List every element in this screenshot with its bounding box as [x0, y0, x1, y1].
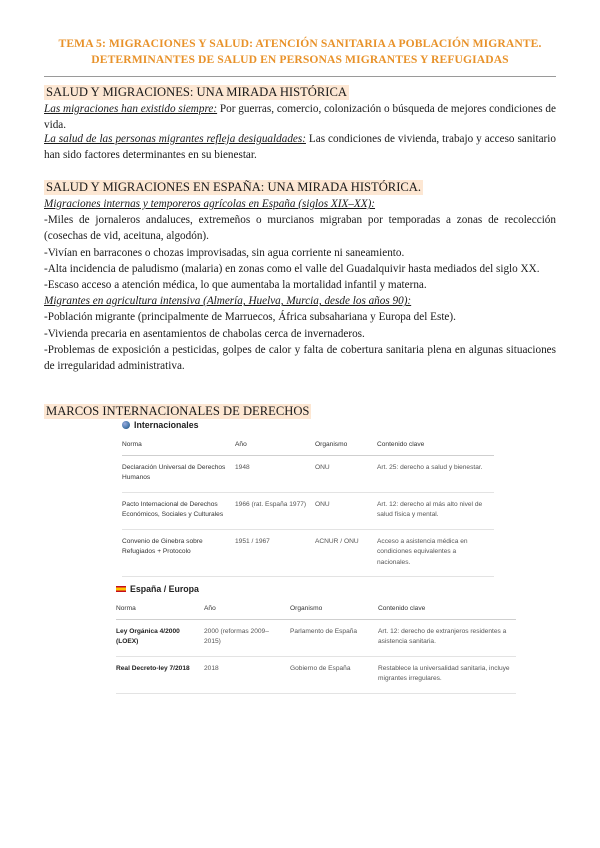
section1-paragraph-2 — [44, 131, 556, 163]
section2-bullet-5: -Población migrante (principalmente de Marruecos, África subsahariana y Europa del Este). — [44, 311, 456, 324]
table-cell: Gobierno de España — [290, 656, 378, 693]
table-header-row — [122, 436, 494, 455]
table-cell: Acceso a asistencia médica en condiciones equivalentes a nacionales. — [377, 529, 494, 577]
table-cell: Ley Orgánica 4/2000 (LOEX) — [116, 619, 204, 656]
section2-bullet-2: -Vivían en barracones o chozas improvisadas, sin agua corriente ni saneamiento. — [44, 246, 405, 259]
table-cell: Pacto Internacional de Derechos Económicos, Sociales y Culturales — [122, 492, 235, 529]
section2-bullet-1: -Miles de jornaleros andaluces, extremeños o murcianos migraban por temporadas a zonas de recolección (cosechas de vid, aceituna, algodón). — [44, 214, 556, 243]
table-row — [122, 455, 494, 492]
spain-table-block — [116, 584, 516, 694]
section-heading-3: MARCOS INTERNACIONALES DE DERECHOS — [46, 404, 310, 418]
table-cell: 2000 (reformas 2009–2015) — [204, 619, 290, 656]
column-header: Norma — [116, 600, 204, 619]
table-cell: 1948 — [235, 455, 315, 492]
table-cell: 2018 — [204, 656, 290, 693]
table-cell: ONU — [315, 455, 377, 492]
globe-icon — [122, 421, 130, 429]
spain-flag-icon — [116, 586, 126, 592]
section2-subheading-1: Migraciones internas y temporeros agrícolas en España (siglos XIX–XX): — [44, 198, 376, 210]
column-header: Organismo — [315, 436, 377, 455]
table-cell: ACNUR / ONU — [315, 529, 377, 577]
document-title — [30, 36, 570, 68]
section2-body — [44, 196, 556, 374]
section1-p1-lead: Las migraciones han existido siempre: — [44, 103, 218, 115]
section2-bullet-7: -Problemas de exposición a pesticidas, golpes de calor y falta de cobertura sanitaria plena en algunas situaciones de irregularidad administrativa. — [44, 343, 556, 373]
column-header: Contenido clave — [377, 436, 494, 455]
table-cell: Art. 25: derecho a salud y bienestar. — [377, 455, 494, 492]
table-cell: 1966 (rat. España 1977) — [235, 492, 315, 529]
table-cell: Art. 12: derecho de extranjeros residentes a asistencia sanitaria. — [378, 619, 516, 656]
international-table-block — [122, 420, 494, 577]
header-divider — [44, 76, 556, 77]
section2-bullet-6: -Vivienda precaria en asentamientos de chabolas cerca de invernaderos. — [44, 327, 365, 340]
table-cell: Declaración Universal de Derechos Humanos — [122, 455, 235, 492]
table-cell: Restablece la universalidad sanitaria, incluye migrantes irregulares. — [378, 656, 516, 693]
column-header: Año — [235, 436, 315, 455]
table-row — [116, 619, 516, 656]
column-header: Norma — [122, 436, 235, 455]
table-row — [122, 529, 494, 577]
table-row — [122, 492, 494, 529]
section1-p1-text: Por guerras, comercio, colonización o búsqueda de mejores condiciones de vida. — [44, 103, 556, 132]
section1-p2-lead: La salud de las personas migrantes refleja desigualdades: — [44, 133, 306, 145]
table-row — [116, 656, 516, 693]
section1-p2-text: Las condiciones de vivienda, trabajo y acceso sanitario han sido factores determinantes en su bienestar. — [44, 133, 556, 162]
spain-title-text: España / Europa — [130, 584, 199, 594]
section-heading-2: SALUD Y MIGRACIONES EN ESPAÑA: UNA MIRADA HISTÓRICA. — [46, 180, 422, 194]
title-line-2: DETERMINANTES DE SALUD EN PERSONAS MIGRANTES Y REFUGIADAS — [91, 53, 509, 66]
spain-table — [116, 600, 516, 694]
international-table — [122, 436, 494, 577]
table-cell: Parlamento de España — [290, 619, 378, 656]
international-title-text: Internacionales — [134, 420, 199, 430]
international-table-title — [122, 420, 494, 430]
table-header-row — [116, 600, 516, 619]
section-heading-1: SALUD Y MIGRACIONES: UNA MIRADA HISTÓRICA — [46, 85, 347, 99]
column-header: Año — [204, 600, 290, 619]
column-header: Contenido clave — [378, 600, 516, 619]
table-cell: Real Decreto-ley 7/2018 — [116, 656, 204, 693]
column-header: Organismo — [290, 600, 378, 619]
table-cell: ONU — [315, 492, 377, 529]
title-line-1: TEMA 5: MIGRACIONES Y SALUD: ATENCIÓN SANITARIA A POBLACIÓN MIGRANTE. — [58, 37, 542, 50]
table-cell: 1951 / 1967 — [235, 529, 315, 577]
table-cell: Art. 12: derecho al más alto nivel de salud física y mental. — [377, 492, 494, 529]
section2-bullet-4: -Escaso acceso a atención médica, lo que aumentaba la mortalidad infantil y materna. — [44, 279, 427, 292]
section2-bullet-3: -Alta incidencia de paludismo (malaria) en zonas como el valle del Guadalquivir hasta mediados del siglo XX. — [44, 262, 540, 275]
section1-paragraph-1 — [44, 101, 556, 133]
section2-subheading-2: Migrantes en agricultura intensiva (Almería, Huelva, Murcia, desde los años 90): — [44, 295, 412, 308]
table-cell: Convenio de Ginebra sobre Refugiados + Protocolo — [122, 529, 235, 577]
spain-table-title — [116, 584, 516, 594]
